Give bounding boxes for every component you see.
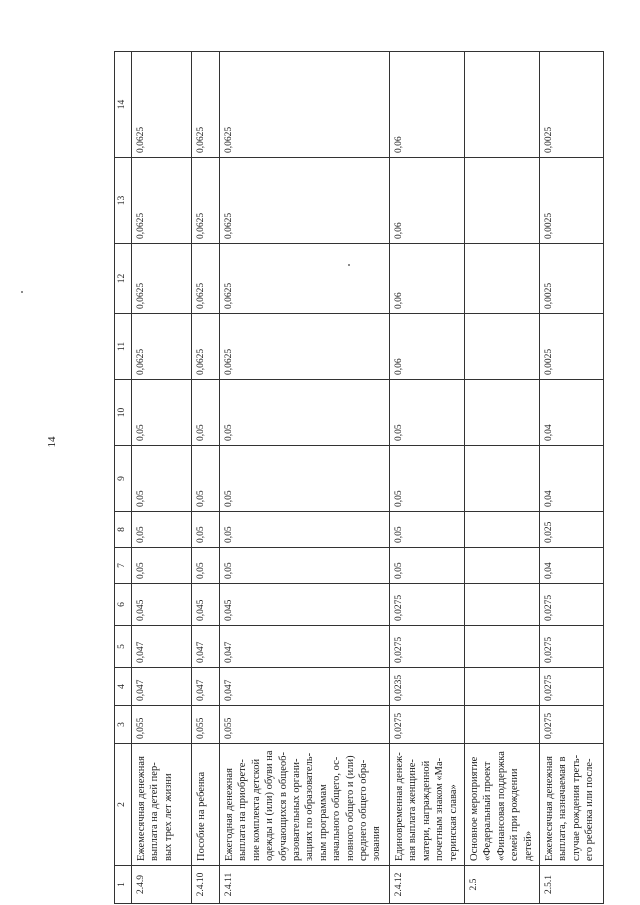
cell-value: 0,045: [192, 584, 220, 626]
cell-value: 0,047: [132, 668, 192, 706]
cell-value: 0,047: [220, 668, 390, 706]
cell-value: 0,05: [132, 446, 192, 512]
cell-value: 0,05: [132, 512, 192, 548]
cell-value: 0,047: [192, 668, 220, 706]
col-header: 2: [115, 744, 132, 866]
cell-value: [465, 380, 540, 446]
row-number: 2.4.10: [192, 866, 220, 904]
col-header: 11: [115, 314, 132, 380]
row-name: Ежемесячная денежная выплата на детей пер-вых трех лет жизни: [132, 744, 192, 866]
cell-value: 0,05: [390, 380, 465, 446]
cell-value: 0,0625: [220, 314, 390, 380]
cell-value: 0,047: [192, 626, 220, 668]
cell-value: 0,05: [220, 380, 390, 446]
cell-value: 0,0275: [540, 668, 604, 706]
cell-value: 0,05: [192, 380, 220, 446]
cell-value: 0,0625: [192, 52, 220, 158]
table-row: [540, 52, 604, 904]
row-name: Ежемесячная денежная выплата, назначаемая в случае рождения треть-его ребенка или после-: [540, 744, 604, 866]
cell-value: [465, 244, 540, 314]
col-header: 7: [115, 548, 132, 584]
cell-value: 0,04: [540, 548, 604, 584]
cell-value: 0,0625: [132, 314, 192, 380]
scan-speck: [21, 291, 23, 293]
cell-value: [465, 626, 540, 668]
row-number: 2.5.1: [540, 866, 604, 904]
row-name: Ежегодная денежная выплата на приобрете-ние комплекта детской одежды и (или) обуви на обучающихся в общеоб-разовательных органи-зациях по образователь-ным программам начального общего, ос-новного общего и (или) среднего общего обра-зования: [220, 744, 390, 866]
row-number: 2.4.9: [132, 866, 192, 904]
row-number: 2.4.11: [220, 866, 390, 904]
cell-value: 0,0025: [540, 158, 604, 244]
row-name: Единовременная денеж-ная выплата женщине-матери, награжденной почетным знаком «Ма-теринская слава»: [390, 744, 465, 866]
cell-value: 0,0275: [540, 706, 604, 744]
col-header: 8: [115, 512, 132, 548]
cell-value: 0,0275: [540, 584, 604, 626]
col-header: 4: [115, 668, 132, 706]
table-row: [220, 52, 390, 904]
row-name: Основное мероприятие «Федеральный проект «Финансовая поддержка семей при рождении детей»: [465, 744, 540, 866]
cell-value: 0,0275: [390, 626, 465, 668]
header-row: [115, 52, 132, 904]
table-row: [465, 52, 540, 904]
cell-value: 0,0625: [220, 52, 390, 158]
cell-value: 0,055: [132, 706, 192, 744]
cell-value: 0,06: [390, 244, 465, 314]
cell-value: 0,0625: [220, 158, 390, 244]
cell-value: 0,0625: [192, 244, 220, 314]
row-number: 2.5: [465, 866, 540, 904]
col-header: 14: [115, 52, 132, 158]
cell-value: 0,0625: [192, 314, 220, 380]
cell-value: 0,0275: [540, 626, 604, 668]
cell-value: [465, 512, 540, 548]
cell-value: 0,05: [220, 446, 390, 512]
cell-value: [465, 314, 540, 380]
cell-value: 0,05: [220, 512, 390, 548]
row-number: 2.4.12: [390, 866, 465, 904]
page-number: 14: [46, 436, 58, 448]
cell-value: [465, 548, 540, 584]
cell-value: 0,05: [132, 548, 192, 584]
cell-value: 0,0025: [540, 314, 604, 380]
cell-value: [465, 158, 540, 244]
cell-value: [465, 668, 540, 706]
cell-value: 0,0625: [132, 52, 192, 158]
cell-value: 0,045: [132, 584, 192, 626]
rotated-table-container: [114, 52, 604, 904]
cell-value: 0,0625: [132, 158, 192, 244]
cell-value: [465, 706, 540, 744]
rotated-table: [114, 52, 604, 904]
cell-value: 0,0625: [192, 158, 220, 244]
cell-value: 0,0235: [390, 668, 465, 706]
cell-value: 0,025: [540, 512, 604, 548]
col-header: 6: [115, 584, 132, 626]
cell-value: 0,06: [390, 158, 465, 244]
cell-value: 0,045: [220, 584, 390, 626]
cell-value: 0,0275: [390, 706, 465, 744]
table-row: [390, 52, 465, 904]
cell-value: 0,05: [220, 548, 390, 584]
cell-value: 0,0025: [540, 244, 604, 314]
col-header: 10: [115, 380, 132, 446]
table-row: [192, 52, 220, 904]
cell-value: 0,055: [220, 706, 390, 744]
cell-value: 0,06: [390, 52, 465, 158]
cell-value: 0,0625: [132, 244, 192, 314]
cell-value: [465, 52, 540, 158]
cell-value: 0,0275: [390, 584, 465, 626]
cell-value: 0,05: [192, 548, 220, 584]
row-name: Пособие на ребенка: [192, 744, 220, 866]
cell-value: 0,04: [540, 380, 604, 446]
cell-value: [465, 584, 540, 626]
cell-value: 0,05: [192, 446, 220, 512]
col-header: 1: [115, 866, 132, 904]
cell-value: [465, 446, 540, 512]
col-header: 13: [115, 158, 132, 244]
cell-value: 0,05: [390, 512, 465, 548]
cell-value: 0,05: [132, 380, 192, 446]
cell-value: 0,047: [220, 626, 390, 668]
col-header: 9: [115, 446, 132, 512]
cell-value: 0,0625: [220, 244, 390, 314]
col-header: 3: [115, 706, 132, 744]
cell-value: 0,05: [192, 512, 220, 548]
cell-value: 0,06: [390, 314, 465, 380]
cell-value: 0,0025: [540, 52, 604, 158]
cell-value: 0,047: [132, 626, 192, 668]
cell-value: 0,05: [390, 548, 465, 584]
table-row: [132, 52, 192, 904]
cell-value: 0,055: [192, 706, 220, 744]
cell-value: 0,05: [390, 446, 465, 512]
col-header: 5: [115, 626, 132, 668]
cell-value: 0,04: [540, 446, 604, 512]
scan-speck: [348, 264, 350, 266]
data-table: [114, 51, 604, 904]
col-header: 12: [115, 244, 132, 314]
